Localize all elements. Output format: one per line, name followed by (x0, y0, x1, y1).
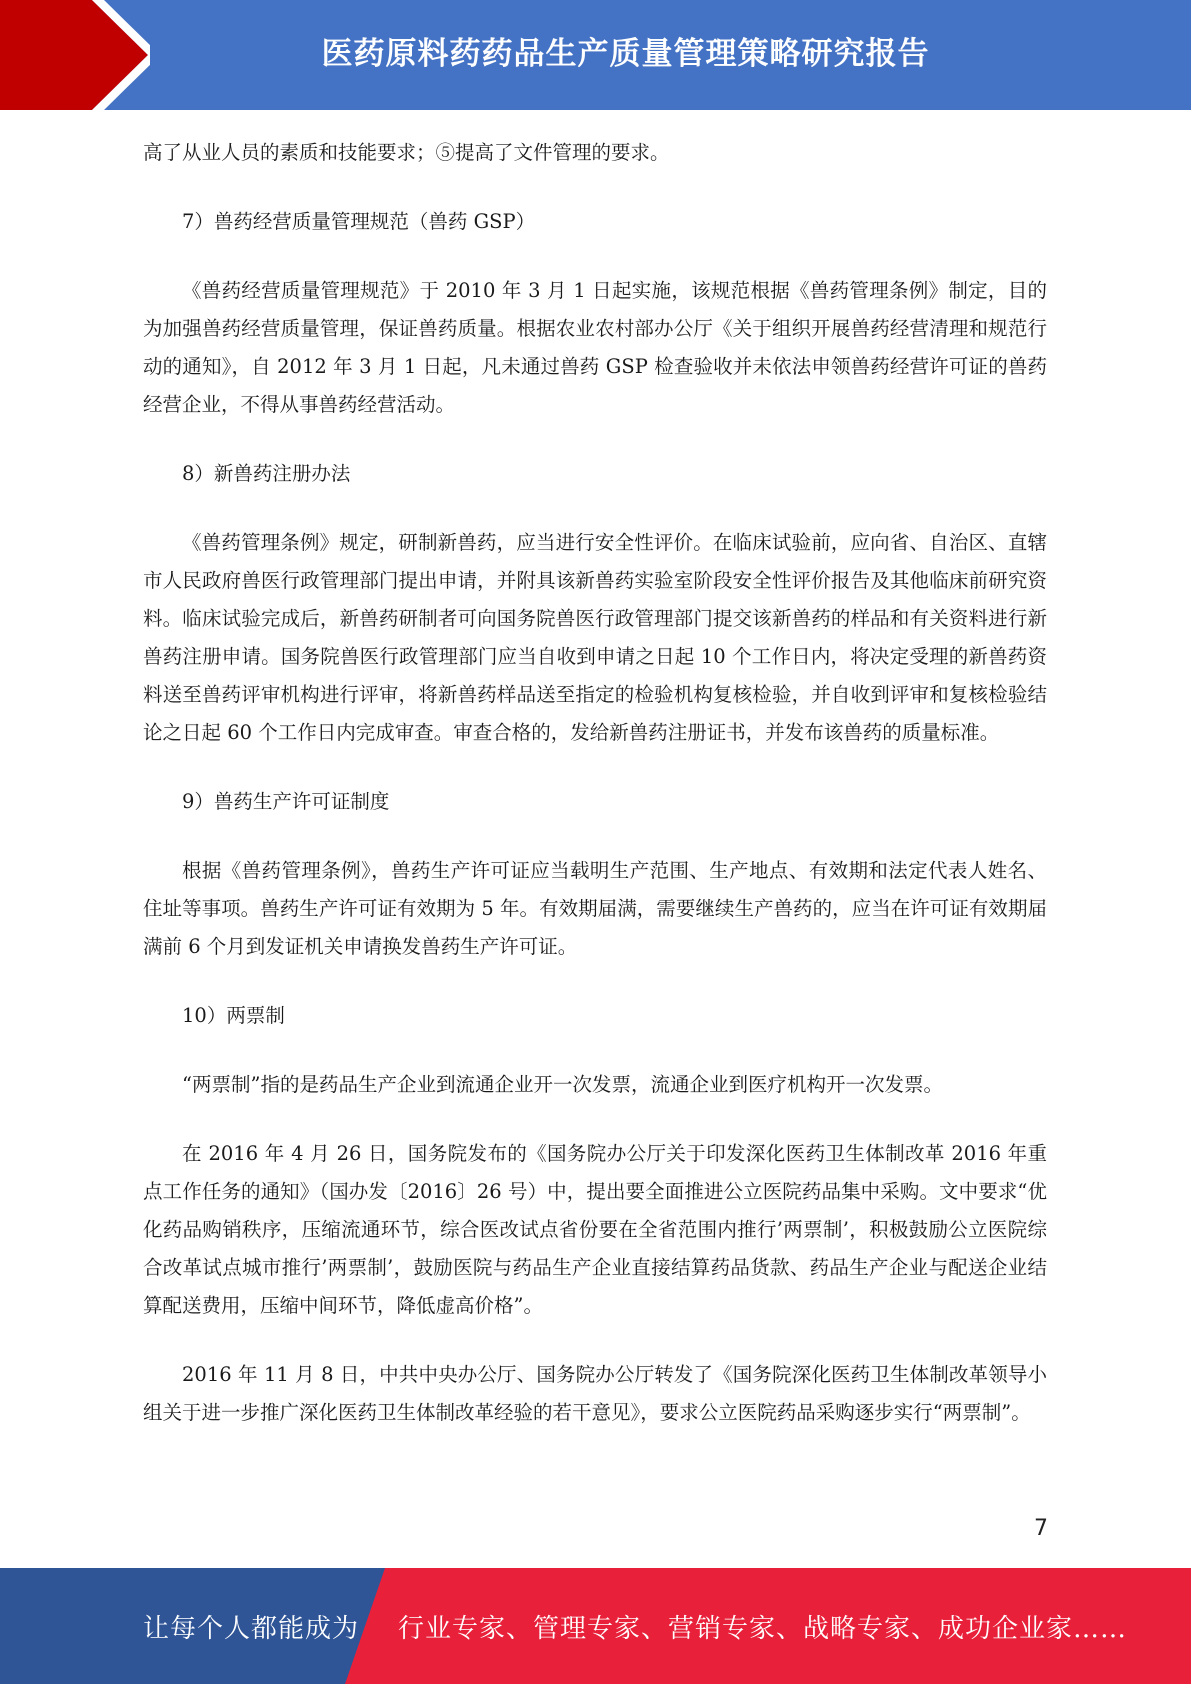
section-heading: 8）新兽药注册办法 (182, 462, 351, 485)
paragraph: 《兽药管理条例》规定，研制新兽药，应当进行安全性评价。在临床试验前，应向省、自治区、直辖市人民政府兽医行政管理部门提出申请，并附具该新兽药实验室阶段安全性评价报告及其他临床前研究资料。临床试验完成后，新兽药研制者可向国务院兽医行政管理部门提交该新兽药的样品和有关资料进行新兽药注册申请。国务院兽医行政管理部门应当自收到申请之日起 10 个工作日内，将决定受理的新兽药资料送至兽药评审机构进行评审，将新兽药样品送至指定的检验机构复核检验，并自收到评审和复核检验结论之日起 60 个工作日内完成审查。审查合格的，发给新兽药注册证书，并发布该兽药的质量标准。 (143, 531, 1047, 744)
paragraph: 2016 年 11 月 8 日，中共中央办公厅、国务院办公厅转发了《国务院深化医药卫生体制改革领导小组关于进一步推广深化医药卫生体制改革经验的若干意见》，要求公立医院药品采购逐步实行“两票制”。 (143, 1363, 1047, 1424)
section-heading: 7）兽药经营质量管理规范（兽药 GSP） (182, 210, 536, 233)
footer-banner (0, 1568, 1191, 1684)
header-chevron-decoration (0, 0, 150, 110)
paragraph: 《兽药经营质量管理规范》于 2010 年 3 月 1 日起实施，该规范根据《兽药管理条例》制定，目的为加强兽药经营质量管理，保证兽药质量。根据农业农村部办公厅《关于组织开展兽药经营清理和规范行动的通知》，自 2012 年 3 月 1 日起，凡未通过兽药 GSP 检查验收并未依法申领兽药经营许可证的兽药经营企业，不得从事兽药经营活动。 (143, 279, 1047, 416)
document-body (143, 134, 1047, 1463)
paragraph: “两票制”指的是药品生产企业到流通企业开一次发票，流通企业到医疗机构开一次发票。 (182, 1073, 943, 1096)
section-heading: 10）两票制 (182, 1004, 285, 1027)
paragraph: 在 2016 年 4 月 26 日，国务院发布的《国务院办公厅关于印发深化医药卫生体制改革 2016 年重点工作任务的通知》（国办发〔2016〕26 号）中，提出要全面推进公立医院药品集中采购。文中要求“优化药品购销秩序，压缩流通环节，综合医改试点省份要在全省范围内推行’两票制’，积极鼓励公立医院综合改革试点城市推行’两票制’，鼓励医院与药品生产企业直接结算药品货款、药品生产企业与配送企业结算配送费用，压缩中间环节，降低虚高价格”。 (143, 1142, 1047, 1317)
footer-slogan-right: 行业专家、管理专家、营销专家、战略专家、成功企业家…… (398, 1613, 1128, 1644)
section-heading: 9）兽药生产许可证制度 (182, 790, 390, 813)
report-title: 医药原料药药品生产质量管理策略研究报告 (321, 35, 930, 72)
header-bar (0, 0, 1191, 110)
footer-slogan-left: 让每个人都能成为 (143, 1613, 360, 1644)
paragraph: 高了从业人员的素质和技能要求；⑤提高了文件管理的要求。 (143, 141, 670, 164)
page-number: 7 (1034, 1516, 1048, 1541)
paragraph: 根据《兽药管理条例》，兽药生产许可证应当载明生产范围、生产地点、有效期和法定代表人姓名、住址等事项。兽药生产许可证有效期为 5 年。有效期届满，需要继续生产兽药的，应当在许可证有效期届满前 6 个月到发证机关申请换发兽药生产许可证。 (143, 859, 1047, 958)
